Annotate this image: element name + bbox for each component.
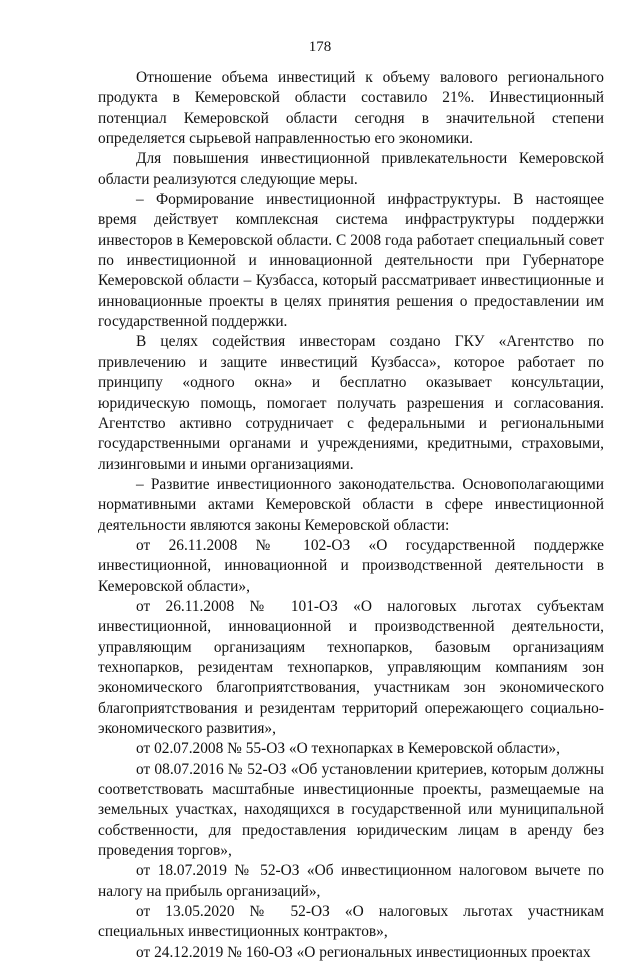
paragraph-legislation: – Развитие инвестиционного законодательства. Основополагающими нормативными актами Кемеровской области в сфере инвестиционной деятельности являются законы Кемеровской области: — [98, 475, 604, 534]
law-item-160-oz: от 24.12.2019 № 160-ОЗ «О региональных инвестиционных проектах — [136, 943, 591, 961]
paragraph-measures-intro: Для повышения инвестиционной привлекательности Кемеровской области реализуются следующие меры. — [98, 150, 604, 188]
paragraph-investment-ratio: Отношение объема инвестиций к объему валового регионального продукта в Кемеровской области составило 21%. Инвестиционный потенциал Кемеровской области сегодня в значительной степени определяется сырьевой направленностью его экономики. — [98, 69, 604, 148]
law-item-55-oz: от 02.07.2008 № 55-ОЗ «О технопарках в Кемеровской области», — [136, 740, 560, 758]
paragraph-agency: В целях содействия инвесторам создано ГКУ «Агентство по привлечению и защите инвестиций Кузбасса», которое работает по принципу «одного окна» и бесплатно оказывает консультации, юридическую помощь, помогает получать разрешения и согласования. Агентство активно сотрудничает с федеральными и региональными государственными органами и учреждениями, кредитными, страховыми, лизинговыми и иными организациями. — [98, 333, 604, 473]
body-text — [98, 68, 604, 963]
law-item-102-oz: от 26.11.2008 № 102-ОЗ «О государственной поддержке инвестиционной, инновационной и производственной деятельности в Кемеровской области», — [98, 536, 604, 595]
paragraph-infrastructure: – Формирование инвестиционной инфраструктуры. В настоящее время действует комплексная система инфраструктуры поддержки инвесторов в Кемеровской области. С 2008 года работает специальный совет по инвестиционной и инновационной деятельности при Губернаторе Кемеровской области – Кузбасса, который рассматривает инвестиционные и инновационные проекты в целях принятия решения о предоставлении им государственной поддержки. — [98, 191, 604, 331]
page-number: 178 — [308, 39, 332, 55]
law-item-52-oz-2020: от 13.05.2020 № 52-ОЗ «О налоговых льготах участникам специальных инвестиционных контрактов», — [98, 903, 604, 941]
law-item-52-oz-2016: от 08.07.2016 № 52-ОЗ «Об установлении критериев, которым должны соответствовать масштабные инвестиционные проекты, размещаемые на земельных участках, находящихся в государственной или муниципальной собственности, для предоставления юридическим лицам в аренду без проведения торгов», — [98, 760, 604, 860]
law-item-101-oz: от 26.11.2008 № 101-ОЗ «О налоговых льготах субъектам инвестиционной, инновационной и производственной деятельности, управляющим организациям технопарков, базовым организациям технопарков, резидентам технопарков, управляющим компаниям зон экономического благоприятствования, участникам зон экономического благоприятствования и резидентам территорий опережающего социально-экономического развития», — [98, 597, 604, 737]
law-item-52-oz-2019: от 18.07.2019 № 52-ОЗ «Об инвестиционном налоговом вычете по налогу на прибыль организаций», — [98, 862, 604, 900]
